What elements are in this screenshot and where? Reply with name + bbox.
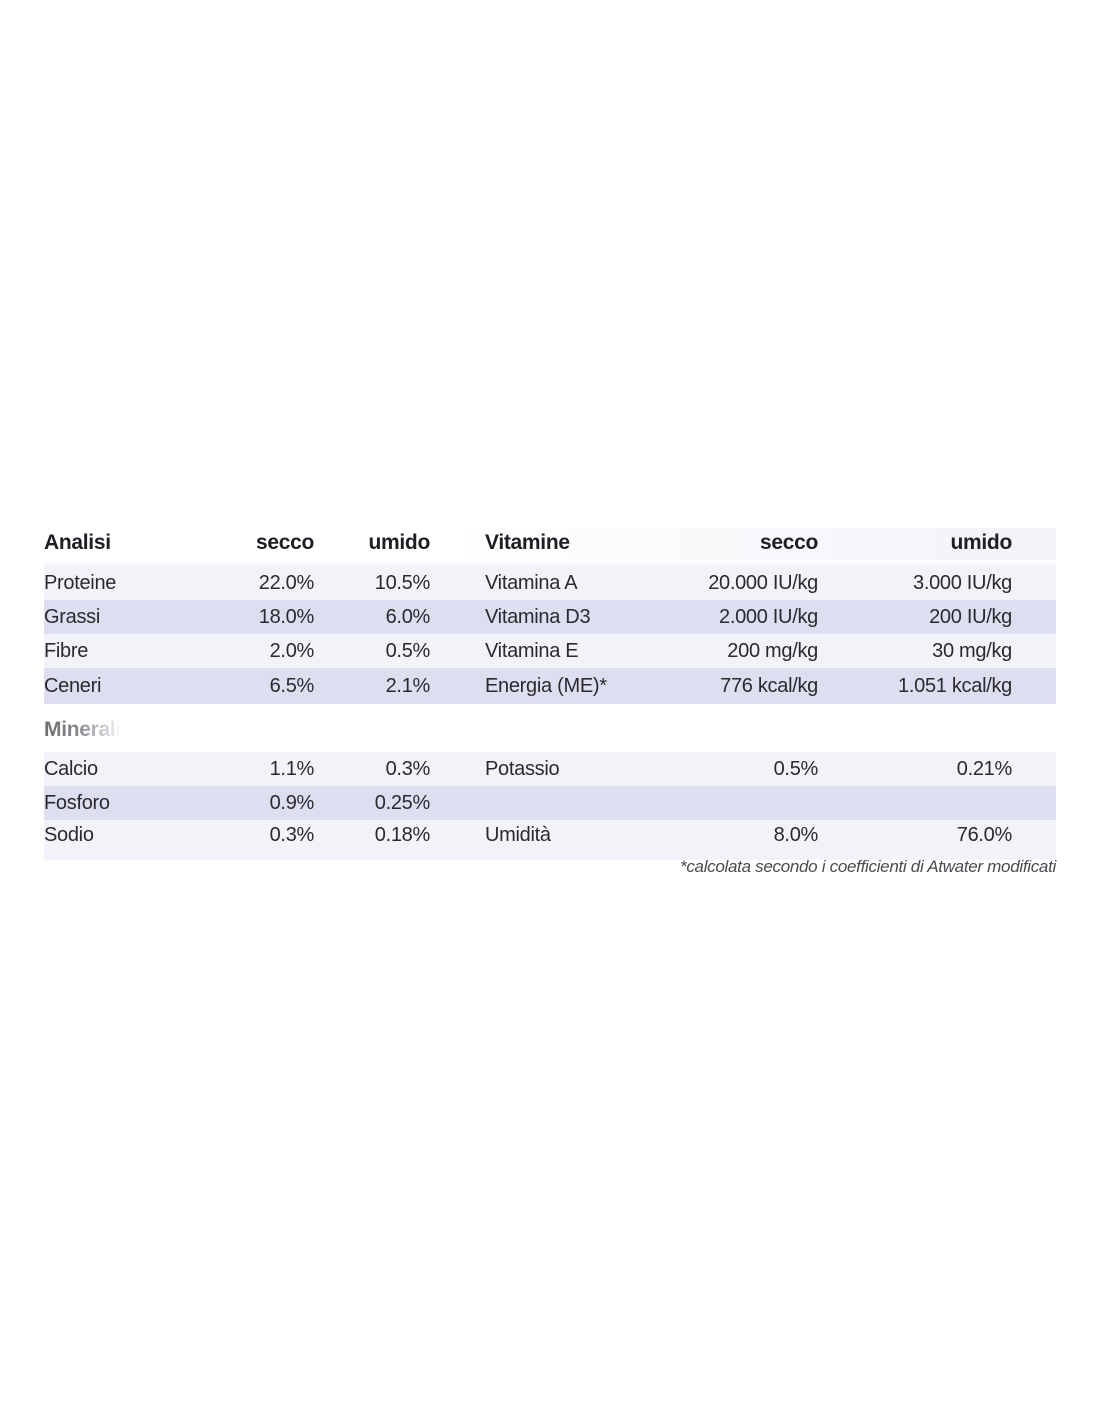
table-row	[44, 668, 1056, 704]
row-umido: 0.25%	[374, 792, 430, 814]
row-vitamin-umido: 200 IU/kg	[929, 606, 1012, 628]
row-vitamin-label: Vitamina A	[485, 572, 578, 594]
header-secco: secco	[255, 531, 314, 554]
row-mineral-umido: 0.21%	[956, 758, 1012, 780]
header-umido: umido	[368, 531, 430, 554]
row-mineral-umido: 76.0%	[956, 824, 1012, 846]
row-vitamin-umido: 3.000 IU/kg	[913, 572, 1012, 594]
row-vitamin-umido: 1.051 kcal/kg	[898, 675, 1012, 697]
row-secco: 1.1%	[269, 758, 314, 780]
header-analisi: Analisi	[44, 531, 111, 554]
table-row	[44, 820, 1056, 860]
table-row	[44, 786, 1056, 820]
row-label: Fosforo	[44, 792, 110, 814]
row-label: Ceneri	[44, 675, 102, 697]
row-vitamin-label: Vitamina D3	[485, 606, 591, 628]
row-umido: 6.0%	[385, 606, 430, 628]
section-minerali	[44, 704, 1056, 748]
row-vitamin-secco: 20.000 IU/kg	[708, 572, 818, 594]
row-secco: 22.0%	[258, 572, 314, 594]
section-title: Minerali	[44, 704, 121, 756]
row-secco: 2.0%	[269, 640, 314, 662]
row-mineral-label: Potassio	[485, 758, 560, 780]
row-umido: 10.5%	[374, 572, 430, 594]
row-secco: 18.0%	[258, 606, 314, 628]
header-vitamine: Vitamine	[485, 531, 570, 554]
header-vit-secco: secco	[759, 531, 818, 554]
row-mineral-secco: 0.5%	[773, 758, 818, 780]
table-row	[44, 600, 1056, 634]
row-vitamin-label: Vitamina E	[485, 640, 579, 662]
nutrition-table	[44, 528, 1056, 860]
row-vitamin-secco: 776 kcal/kg	[720, 675, 818, 697]
row-vitamin-secco: 2.000 IU/kg	[719, 606, 818, 628]
row-secco: 0.3%	[269, 824, 314, 846]
row-secco: 0.9%	[269, 792, 314, 814]
row-umido: 0.5%	[385, 640, 430, 662]
row-mineral-label: Umidità	[485, 824, 551, 846]
row-vitamin-secco: 200 mg/kg	[727, 640, 818, 662]
row-secco: 6.5%	[269, 675, 314, 697]
row-label: Fibre	[44, 640, 89, 662]
table-row	[44, 566, 1056, 600]
row-vitamin-label: Energia (ME)*	[485, 675, 607, 697]
header-vit-umido: umido	[950, 531, 1012, 554]
row-label: Sodio	[44, 824, 94, 846]
row-mineral-secco: 8.0%	[773, 824, 818, 846]
row-label: Calcio	[44, 758, 98, 780]
table-row	[44, 634, 1056, 668]
row-vitamin-umido: 30 mg/kg	[932, 640, 1012, 662]
row-umido: 0.3%	[385, 758, 430, 780]
footnote: *calcolata secondo i coefficienti di Atwater modificati	[680, 857, 1056, 876]
table-row	[44, 752, 1056, 786]
row-label: Proteine	[44, 572, 117, 594]
row-umido: 2.1%	[385, 675, 430, 697]
row-label: Grassi	[44, 606, 100, 628]
row-umido: 0.18%	[374, 824, 430, 846]
table-header	[44, 528, 1056, 560]
